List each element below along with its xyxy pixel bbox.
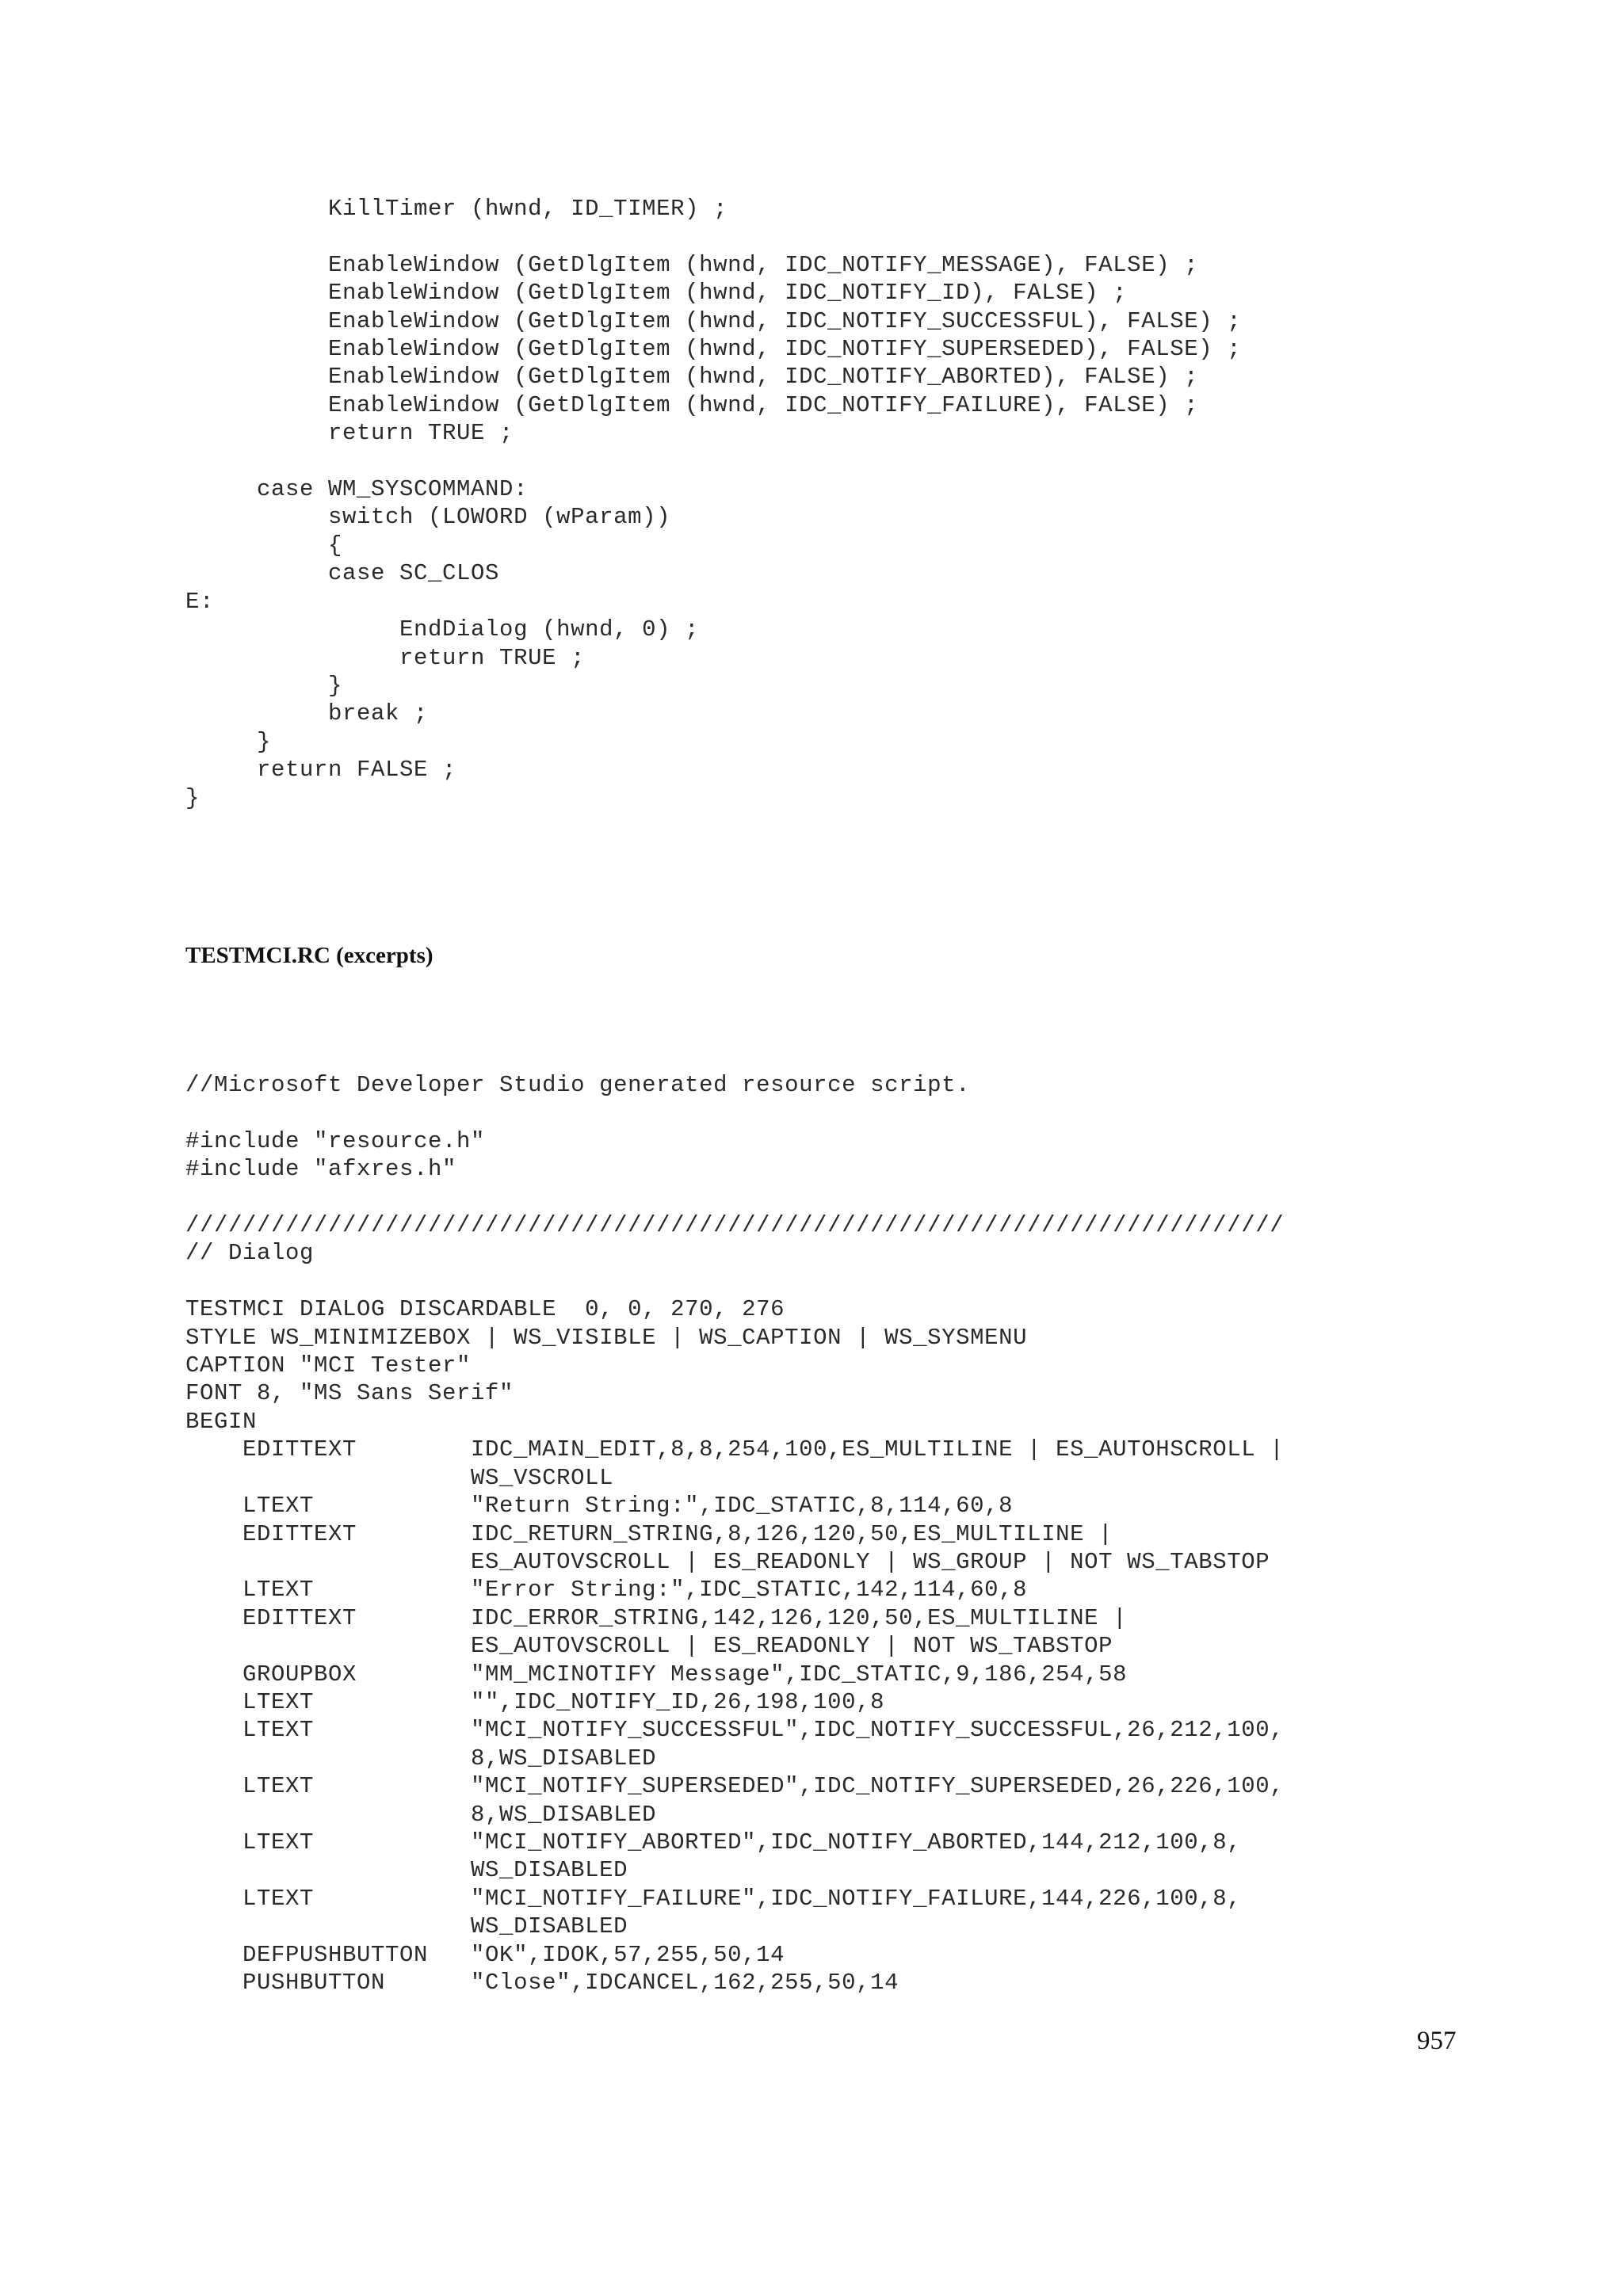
code-listing-dialog-proc: KillTimer (hwnd, ID_TIMER) ; EnableWindow (GetDlgItem (hwnd, IDC_NOTIFY_MESSAGE), FALSE) ; EnableWindow (GetDlgItem (hwnd, IDC_NOTIFY_ID), FALSE) ; EnableWindow (GetDlgItem (hwnd, IDC_NOTIFY_SUCCESSFUL), FALSE) ; EnableWindow (GetDlgItem (hwnd, IDC_NOTIFY_SUPERSEDED), FALSE) ; EnableWindow (GetDlgItem (hwnd, IDC_NOTIFY_ABORTED), FALSE) ; EnableWindow (GetDlgItem (hwnd, IDC_NOTIFY_FAILURE), FALSE) ; return TRUE ; case WM_SYSCOMMAND: switch (LOWORD (wParam)) { case SC_CLOS E: EndDialog (hwnd, 0) ; return TRUE ; } break ; } return FALSE ; }	[185, 196, 1242, 811]
page-number: 957	[1417, 2027, 1457, 2055]
section-heading: TESTMCI.RC (excerpts)	[185, 943, 433, 968]
code-listing-resource-script: //Microsoft Developer Studio generated resource script. #include "resource.h" #include "afxres.h" ///////////////////////////////////////////////////////////////////////////// // Dialog TESTMCI DIALOG DISCARDABLE 0, 0, 270, 276 STYLE WS_MINIMIZEBOX | WS_VISIBLE | WS_CAPTION | WS_SYSMENU CAPTION "MCI Tester" FONT 8, "MS Sans Serif" BEGIN EDITTEXT IDC_MAIN_EDIT,8,8,254,100,ES_MULTILINE | ES_AUTOHSCROLL | WS_VSCROLL LTEXT "Return String:",IDC_STATIC,8,114,60,8 EDITTEXT IDC_RETURN_STRING,8,126,120,50,ES_MULTILINE | ES_AUTOVSCROLL | ES_READONLY | WS_GROUP | NOT WS_TABSTOP LTEXT "Error String:",IDC_STATIC,142,114,60,8 EDITTEXT IDC_ERROR_STRING,142,126,120,50,ES_MULTILINE | ES_AUTOVSCROLL | ES_READONLY | NOT WS_TABSTOP GROUPBOX "MM_MCINOTIFY Message",IDC_STATIC,9,186,254,58 LTEXT "",IDC_NOTIFY_ID,26,198,100,8 LTEXT "MCI_NOTIFY_SUCCESSFUL",IDC_NOTIFY_SUCCESSFUL,26,212,100, 8,WS_DISABLED LTEXT "MCI_NOTIFY_SUPERSEDED",IDC_NOTIFY_SUPERSEDED,26,226,100, 8,WS_DISABLED LTEXT "MCI_NOTIFY_ABORTED",IDC_NOTIFY_ABORTED,144,212,100,8, WS_DISABLED LTEXT "MCI_NOTIFY_FAILURE",IDC_NOTIFY_FAILURE,144,226,100,8, WS_DISABLED DEFPUSHBUTTON "OK",IDOK,57,255,50,14 PUSHBUTTON "Close",IDCANCEL,162,255,50,14	[185, 1072, 1285, 1996]
